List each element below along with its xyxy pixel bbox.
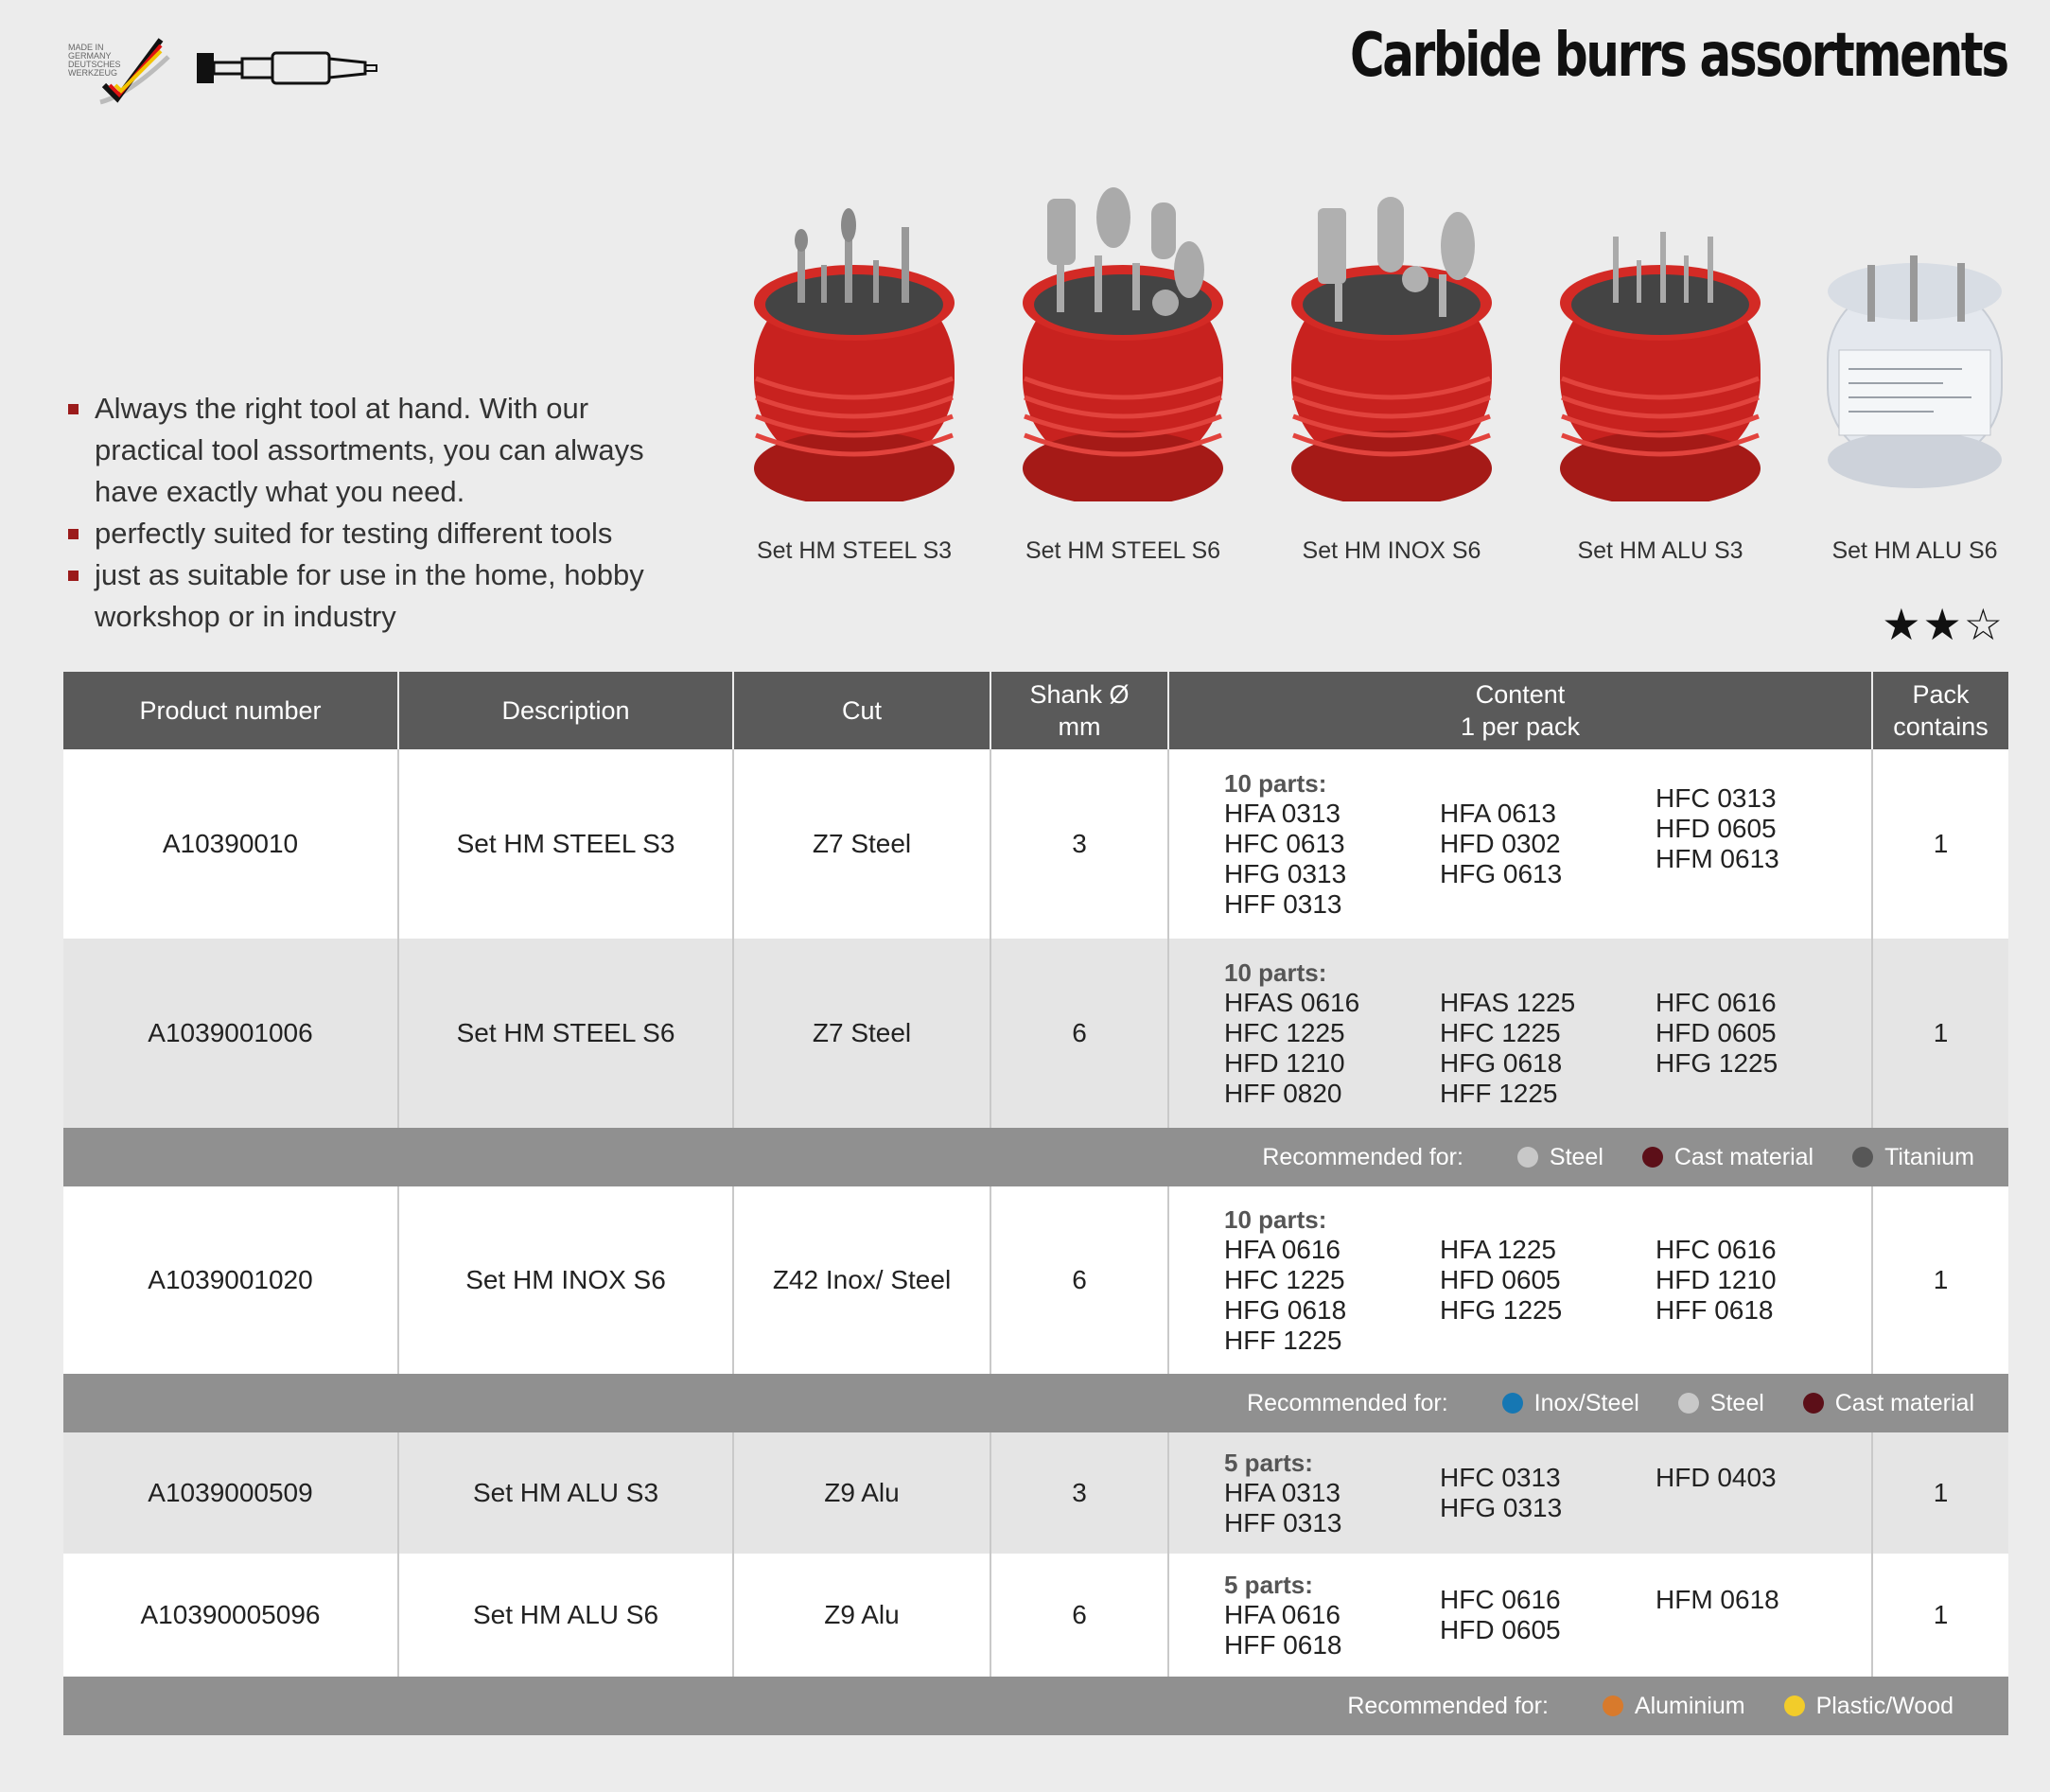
header-content-line1: Content [1475, 680, 1566, 709]
red-burr-set-image [1537, 180, 1783, 501]
parts-header: 10 parts: [1224, 958, 1327, 987]
parts-header: 10 parts: [1224, 1205, 1327, 1234]
rotary-tool-icon [195, 47, 384, 94]
material-name: Plastic/Wood [1815, 1692, 1954, 1719]
cell-description: Set HM ALU S6 [398, 1554, 733, 1677]
part-code: HFD 0403 [1656, 1463, 1777, 1492]
part-code: HFF 1225 [1440, 1079, 1558, 1108]
cell-description: Set HM STEEL S6 [398, 939, 733, 1128]
part-code: HFC 1225 [1224, 1018, 1345, 1047]
page-title: Carbide burrs assortments [1350, 21, 2007, 91]
part-code: HFD 0605 [1440, 1265, 1561, 1294]
content-column [1224, 1570, 1440, 1660]
cell-cut: Z7 Steel [733, 749, 990, 939]
material-dot-icon [1678, 1393, 1699, 1414]
recommendation-item [1784, 1693, 1954, 1719]
part-code: HFD 0605 [1656, 814, 1777, 843]
table-row [63, 1554, 2008, 1677]
part-code: HFAS 1225 [1440, 988, 1576, 1017]
cell-cut: Z9 Alu [733, 1432, 990, 1554]
material-name: Steel [1709, 1389, 1764, 1416]
content-column [1440, 1585, 1656, 1645]
product-caption: Set HM STEEL S3 [756, 537, 953, 564]
product-caption: Set HM ALU S3 [1577, 537, 1743, 564]
recommendation-label: Recommended for: [1262, 1143, 1463, 1170]
intro-bullets [66, 388, 672, 638]
product-set-hm-alu-s6 [1792, 180, 2038, 587]
part-code: HFG 0618 [1440, 1048, 1563, 1078]
header-shank-line1: Shank Ø [1029, 680, 1130, 709]
header-shank-line2: mm [1058, 712, 1101, 741]
product-set-hm-alu-s3 [1537, 180, 1783, 587]
content-column [1656, 783, 1871, 874]
recommendation-item [1852, 1144, 1974, 1170]
part-code: HFG 0618 [1224, 1295, 1347, 1325]
star-filled-icon: ★ [1882, 600, 1923, 649]
cell-shank: 6 [990, 939, 1168, 1128]
material-dot-icon [1642, 1147, 1663, 1168]
bullet-text: just as suitable for use in the home, hobby workshop or in industry [95, 558, 644, 633]
clear-burr-set-image [1792, 180, 2038, 501]
cell-description: Set HM STEEL S3 [398, 749, 733, 939]
material-name: Titanium [1884, 1143, 1974, 1170]
recommendation-label: Recommended for: [1247, 1389, 1448, 1416]
material-name: Aluminium [1634, 1692, 1745, 1719]
content-column [1224, 1448, 1440, 1538]
part-code: HFF 0313 [1224, 1508, 1342, 1537]
product-table [63, 672, 2008, 1735]
part-code: HFC 0616 [1656, 988, 1777, 1017]
header-cut: Cut [733, 672, 990, 749]
material-dot-icon [1603, 1695, 1623, 1716]
part-code: HFC 0616 [1440, 1585, 1561, 1614]
recommendation-cell [63, 1374, 2008, 1432]
material-dot-icon [1517, 1147, 1538, 1168]
parts-header: 5 parts: [1224, 1571, 1313, 1599]
header-description: Description [398, 672, 733, 749]
recommendation-label: Recommended for: [1347, 1692, 1549, 1719]
cell-cut: Z9 Alu [733, 1554, 990, 1677]
red-burr-set-image [731, 180, 977, 501]
material-name: Steel [1549, 1143, 1603, 1170]
recommendation-item [1603, 1693, 1745, 1719]
bullet-item [66, 388, 672, 513]
content-column [1440, 799, 1656, 889]
made-in-germany-logo [62, 28, 176, 108]
part-code: HFF 0618 [1656, 1295, 1774, 1325]
product-caption: Set HM INOX S6 [1302, 537, 1481, 564]
star-empty-icon: ☆ [1963, 600, 2005, 649]
part-code: HFD 0302 [1440, 829, 1561, 858]
cell-product-number: A1039000509 [63, 1432, 398, 1554]
material-dot-icon [1803, 1393, 1824, 1414]
star-filled-icon: ★ [1922, 600, 1964, 649]
part-code: HFA 0313 [1224, 1478, 1340, 1507]
part-code: HFF 0820 [1224, 1079, 1342, 1108]
content-column [1656, 1235, 1871, 1326]
content-column [1656, 988, 1871, 1079]
part-code: HFF 0618 [1224, 1630, 1342, 1660]
part-code: HFA 0313 [1224, 799, 1340, 828]
header-pack [1872, 672, 2008, 749]
part-code: HFD 0605 [1440, 1615, 1561, 1644]
product-set-hm-steel-s3 [731, 180, 977, 587]
cell-content [1168, 1432, 1872, 1554]
part-code: HFG 1225 [1656, 1048, 1778, 1078]
recommendation-row [63, 1128, 2008, 1186]
header-content [1168, 672, 1872, 749]
cell-content [1168, 1554, 1872, 1677]
cell-content [1168, 939, 1872, 1128]
content-column [1440, 1235, 1656, 1326]
part-code: HFD 1210 [1656, 1265, 1777, 1294]
part-code: HFM 0618 [1656, 1585, 1779, 1614]
part-code: HFC 0616 [1656, 1235, 1777, 1264]
header-product-number: Product number [63, 672, 398, 749]
product-set-hm-inox-s6 [1269, 180, 1515, 587]
bullet-item [66, 513, 672, 554]
cell-shank: 3 [990, 1432, 1168, 1554]
part-code: HFG 0313 [1440, 1493, 1563, 1522]
part-code: HFC 1225 [1440, 1018, 1561, 1047]
material-dot-icon [1502, 1393, 1523, 1414]
cell-shank: 3 [990, 749, 1168, 939]
cell-pack: 1 [1872, 939, 2008, 1128]
part-code: HFM 0613 [1656, 844, 1779, 873]
parts-header: 10 parts: [1224, 769, 1327, 798]
part-code: HFAS 0616 [1224, 988, 1360, 1017]
part-code: HFG 1225 [1440, 1295, 1563, 1325]
recommendation-row [63, 1677, 2008, 1735]
part-code: HFG 0613 [1440, 859, 1563, 888]
content-column [1440, 988, 1656, 1109]
content-column [1224, 768, 1440, 920]
part-code: HFC 1225 [1224, 1265, 1345, 1294]
cell-pack: 1 [1872, 1432, 2008, 1554]
part-code: HFC 0313 [1656, 783, 1777, 813]
part-code: HFG 0313 [1224, 859, 1347, 888]
cell-pack: 1 [1872, 1554, 2008, 1677]
cell-content [1168, 1186, 1872, 1374]
material-dot-icon [1784, 1695, 1805, 1716]
part-code: HFD 1210 [1224, 1048, 1345, 1078]
content-column [1656, 1463, 1871, 1493]
bullet-text: perfectly suited for testing different tools [95, 517, 613, 550]
bullet-item [66, 554, 672, 638]
content-column [1656, 1585, 1871, 1615]
cell-description: Set HM INOX S6 [398, 1186, 733, 1374]
cell-description: Set HM ALU S3 [398, 1432, 733, 1554]
cell-product-number: A10390010 [63, 749, 398, 939]
part-code: HFA 0616 [1224, 1235, 1340, 1264]
part-code: HFF 1225 [1224, 1326, 1342, 1355]
content-column [1224, 957, 1440, 1109]
header-pack-line2: contains [1893, 712, 1989, 741]
part-code: HFA 1225 [1440, 1235, 1556, 1264]
cell-pack: 1 [1872, 1186, 2008, 1374]
cell-product-number: A1039001020 [63, 1186, 398, 1374]
content-column [1440, 1463, 1656, 1523]
part-code: HFA 0613 [1440, 799, 1556, 828]
logo-area [62, 28, 384, 114]
recommendation-item [1642, 1144, 1813, 1170]
recommendation-row [63, 1374, 2008, 1432]
red-burr-set-image [1000, 180, 1246, 501]
cell-content [1168, 749, 1872, 939]
cell-shank: 6 [990, 1186, 1168, 1374]
cell-shank: 6 [990, 1554, 1168, 1677]
table-row [63, 1186, 2008, 1374]
part-code: HFD 0605 [1656, 1018, 1777, 1047]
material-name: Cast material [1834, 1389, 1974, 1416]
table-row [63, 1432, 2008, 1554]
table-header-row [63, 672, 2008, 749]
recommendation-item [1678, 1390, 1764, 1416]
material-dot-icon [1852, 1147, 1873, 1168]
header-shank [990, 672, 1168, 749]
bullet-square-icon [68, 529, 79, 539]
recommendation-cell [63, 1128, 2008, 1186]
recommendation-item [1803, 1390, 1974, 1416]
bullet-square-icon [68, 571, 79, 581]
table-row [63, 939, 2008, 1128]
red-burr-set-image [1269, 180, 1515, 501]
material-name: Cast material [1673, 1143, 1814, 1170]
bullet-text: Always the right tool at hand. With our practical tool assortments, you can always have exactly what you need. [95, 392, 644, 508]
part-code: HFF 0313 [1224, 889, 1342, 919]
part-code: HFC 0313 [1440, 1463, 1561, 1492]
recommendation-cell [63, 1677, 2008, 1735]
badge-text: MADE IN GERMANY DEUTSCHES WERKZEUG [68, 43, 121, 78]
rating-stars [1882, 599, 2005, 650]
cell-pack: 1 [1872, 749, 2008, 939]
product-caption: Set HM ALU S6 [1831, 537, 1998, 564]
content-column [1224, 1204, 1440, 1356]
parts-header: 5 parts: [1224, 1449, 1313, 1477]
header-content-line2: 1 per pack [1460, 712, 1581, 741]
material-name: Inox/Steel [1533, 1389, 1639, 1416]
header-pack-line1: Pack [1912, 680, 1970, 709]
product-caption: Set HM STEEL S6 [1025, 537, 1221, 564]
cell-product-number: A10390005096 [63, 1554, 398, 1677]
part-code: HFC 0613 [1224, 829, 1345, 858]
part-code: HFA 0616 [1224, 1600, 1340, 1629]
recommendation-item [1502, 1390, 1639, 1416]
recommendation-item [1517, 1144, 1603, 1170]
table-row [63, 749, 2008, 939]
cell-cut: Z42 Inox/ Steel [733, 1186, 990, 1374]
bullet-square-icon [68, 404, 79, 414]
cell-cut: Z7 Steel [733, 939, 990, 1128]
product-set-hm-steel-s6 [1000, 180, 1246, 587]
cell-product-number: A1039001006 [63, 939, 398, 1128]
